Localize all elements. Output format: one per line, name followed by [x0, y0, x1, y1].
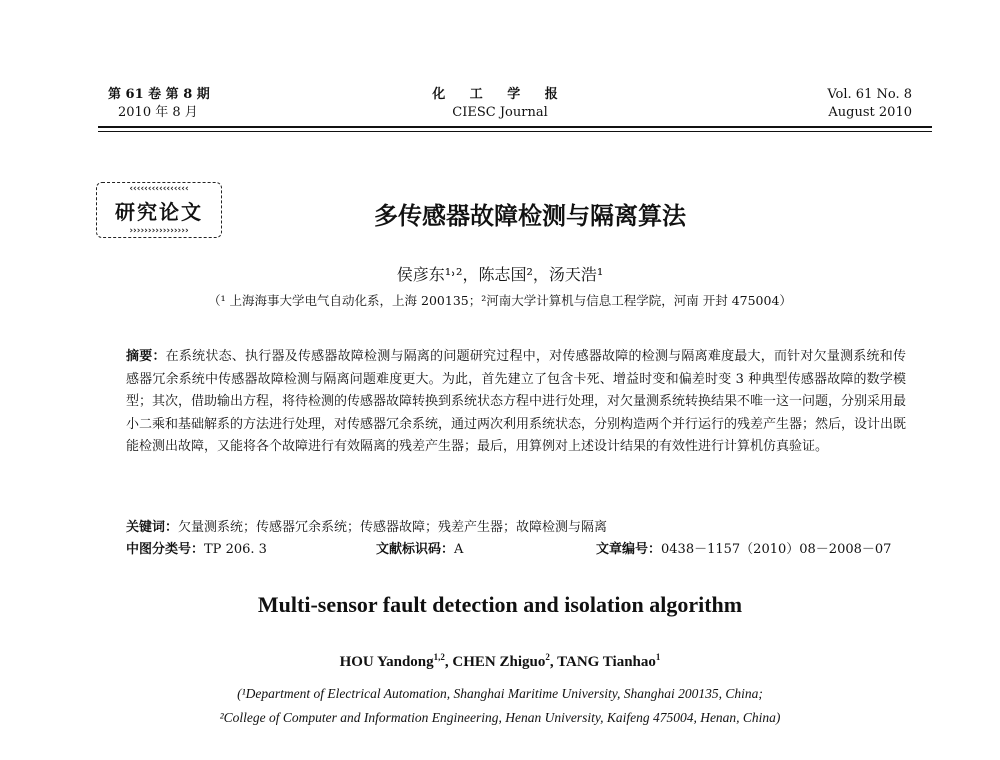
clc-value: TP 206. 3	[204, 542, 267, 557]
author-en-3-sup: 1	[655, 652, 661, 662]
author-en-2-sup: 2	[545, 652, 550, 662]
affiliations-cn: （¹ 上海海事大学电气自动化系，上海 200135；²河南大学计算机与信息工程学院，河南 开封 475004）	[208, 293, 792, 308]
doc-code-label: 文献标识码：	[376, 542, 455, 557]
header-rule-thin	[98, 131, 932, 132]
issue-date-cn: 2010 年 8 月	[118, 105, 198, 120]
author-en-3: TANG Tianhao	[557, 654, 656, 670]
issue-date-en: August 2010	[828, 105, 912, 120]
header-rule-thick	[98, 126, 932, 128]
affiliation-en-2: ²College of Computer and Information Engineering, Henan University, Kaifeng 475004, Henan, China)	[219, 710, 781, 725]
classification-line	[126, 540, 906, 560]
volume-issue: 第 61 卷 第 8 期	[108, 87, 210, 102]
author-en-1-sup: 1,2	[433, 652, 445, 662]
doc-code-group	[376, 540, 463, 560]
journal-name-en: CIESC Journal	[452, 105, 548, 120]
journal-volume-info-en	[827, 86, 912, 122]
authors-cn: 侯彦东¹˒²，陈志国²，汤天浩¹	[396, 265, 604, 284]
keywords-cn	[126, 518, 906, 538]
section-badge	[96, 182, 222, 238]
affiliation-en-1: (¹Department of Electrical Automation, Shanghai Maritime University, Shanghai 200135, China;	[237, 686, 763, 701]
affiliations-en	[0, 682, 1000, 730]
badge-label: 研究论文	[115, 199, 203, 224]
clc-label: 中图分类号：	[126, 542, 205, 557]
article-number-group	[596, 540, 891, 560]
journal-name-cn: 化 工 学 报	[432, 87, 568, 102]
keywords-label: 关键词：	[126, 520, 179, 535]
author-en-1: HOU Yandong	[339, 654, 434, 670]
abstract-label: 摘要：	[126, 349, 166, 364]
article-number-label: 文章编号：	[596, 542, 662, 557]
authors-en: HOU Yandong$^{1,2}$, CHEN Zhiguo$^2$, TANG Tianhao$^1$	[339, 652, 661, 670]
keywords-text: 欠量测系统；传感器冗余系统；传感器故障；残差产生器；故障检测与隔离	[178, 520, 608, 535]
paper-title-en: Multi-sensor fault detection and isolation algorithm	[257, 592, 743, 617]
volume-issue-en: Vol. 61 No. 8	[827, 87, 912, 102]
doc-code-value: A	[454, 542, 464, 557]
paper-title-cn: 多传感器故障检测与隔离算法	[374, 202, 686, 230]
clc-group	[126, 542, 267, 557]
article-number-value: 0438－1157（2010）08－2008－07	[661, 542, 892, 557]
author-en-2: CHEN Zhiguo	[452, 654, 546, 670]
abstract-text: 在系统状态、执行器及传感器故障检测与隔离的问题研究过程中，对传感器故障的检测与隔离难度最大，而针对欠量测系统和传感器冗余系统中传感器故障检测与隔离问题难度更大。为此，首先建立了包含卡死、增益时变和偏差时变 3 种典型传感器故障的数学模型；其次，借助输出方程，将待检测的传感器故障转换到系统状态方程中进行处理，对欠量测系统转换结果不唯一这一问题，分别采用最小二乘和基础解系的方法进行处理，对传感器冗余系统，通过两次利用系统状态，分别构造两个并行运行的残差产生器；然后，设计出既能检测出故障，又能将各个故障进行有效隔离的残差产生器；最后，用算例对上述设计结果的有效性进行计算机仿真验证。	[126, 349, 907, 454]
abstract-cn	[126, 346, 906, 459]
badge-decoration-top: ‹‹‹‹‹‹‹‹‹‹‹‹‹‹‹‹	[129, 184, 189, 194]
badge-decoration-bottom: ››››››››››››››››	[129, 226, 189, 236]
